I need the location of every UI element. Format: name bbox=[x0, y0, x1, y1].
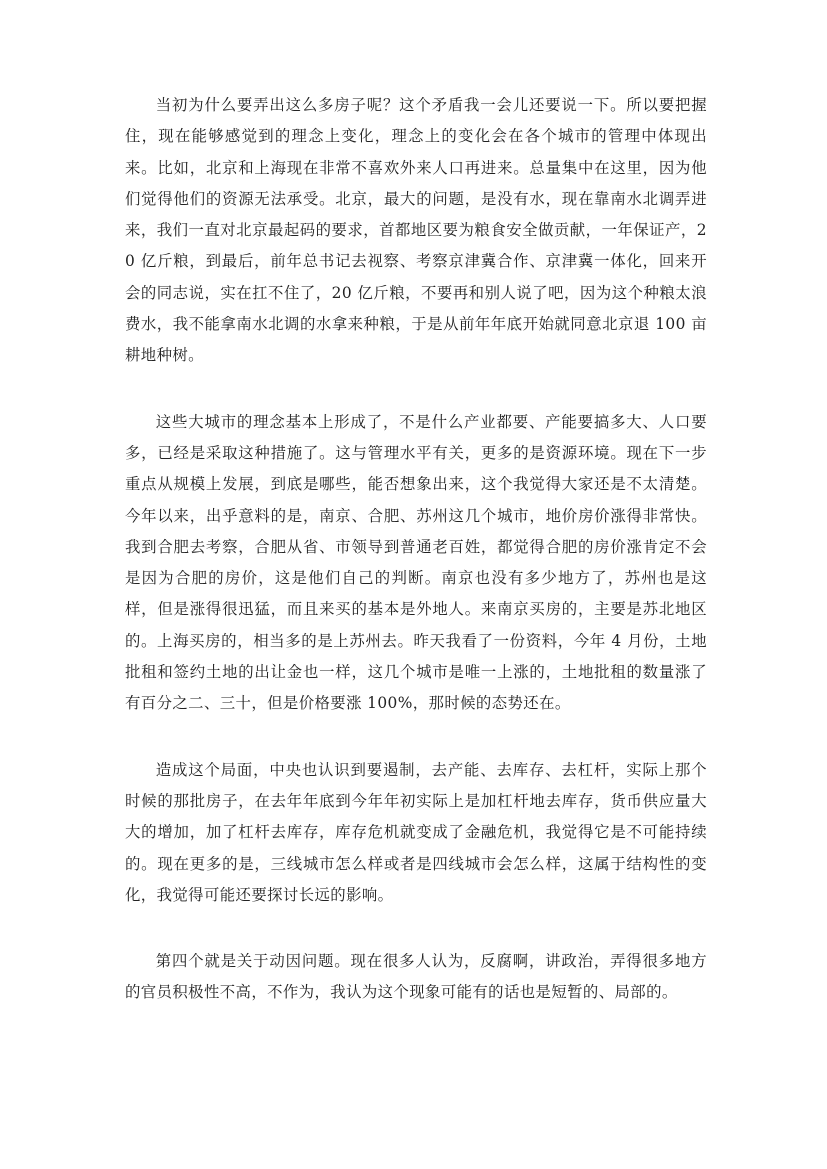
paragraph-2: 这些大城市的理念基本上形成了，不是什么产业都要、产能要搞多大、人口要多，已经是采取这种措施了。这与管理水平有关，更多的是资源环境。现在下一步重点从规模上发展，到底是哪些，能否想象出来，这个我觉得大家还是不太清楚。今年以来，出乎意料的是，南京、合肥、苏州这几个城市，地价房价涨得非常快。我到合肥去考察，合肥从省、市领导到普通老百姓，都觉得合肥的房价涨肯定不会是因为合肥的房价，这是他们自己的判断。南京也没有多少地方了，苏州也是这样，但是涨得很迅猛，而且来买的基本是外地人。来南京买房的，主要是苏北地区的。上海买房的，相当多的是上苏州去。昨天我看了一份资料，今年 4 月份，土地批租和签约土地的出让金也一样，这几个城市是唯一上涨的，土地批租的数量涨了有百分之二、三十，但是价格要涨 100%，那时候的态势还在。 bbox=[125, 412, 707, 713]
paragraph-3: 造成这个局面，中央也认识到要遏制，去产能、去库存、去杠杆，实际上那个时候的那批房子，在去年年底到今年年初实际上是加杠杆地去库存，货币供应量大大的增加，加了杠杆去库存，库存危机就变成了金融危机，我觉得它是不可能持续的。现在更多的是，三线城市怎么样或者是四线城市会怎么样，这属于结构性的变化，我觉得可能还要探讨长远的影响。 bbox=[125, 760, 707, 904]
paragraph-4: 第四个就是关于动因问题。现在很多人认为，反腐啊，讲政治，弄得很多地方的官员积极性不高，不作为，我认为这个现象可能有的话也是短暂的、局部的。 bbox=[125, 952, 707, 1002]
document-body bbox=[125, 90, 707, 1044]
paragraph-1: 当初为什么要弄出这么多房子呢？这个矛盾我一会儿还要说一下。所以要把握住，现在能够感觉到的理念上变化，理念上的变化会在各个城市的管理中体现出来。比如，北京和上海现在非常不喜欢外来人口再进来。总量集中在这里，因为他们觉得他们的资源无法承受。北京，最大的问题，是没有水，现在靠南水北调弄进来，我们一直对北京最起码的要求，首都地区要为粮食安全做贡献，一年保证产，20 亿斤粮，到最后，前年总书记去视察、考察京津冀合作、京津冀一体化，回来开会的同志说，实在扛不住了，20 亿斤粮，不要再和别人说了吧，因为这个种粮太浪费水，我不能拿南水北调的水拿来种粮，于是从前年年底开始就同意北京退 100 亩耕地种树。 bbox=[125, 96, 707, 365]
